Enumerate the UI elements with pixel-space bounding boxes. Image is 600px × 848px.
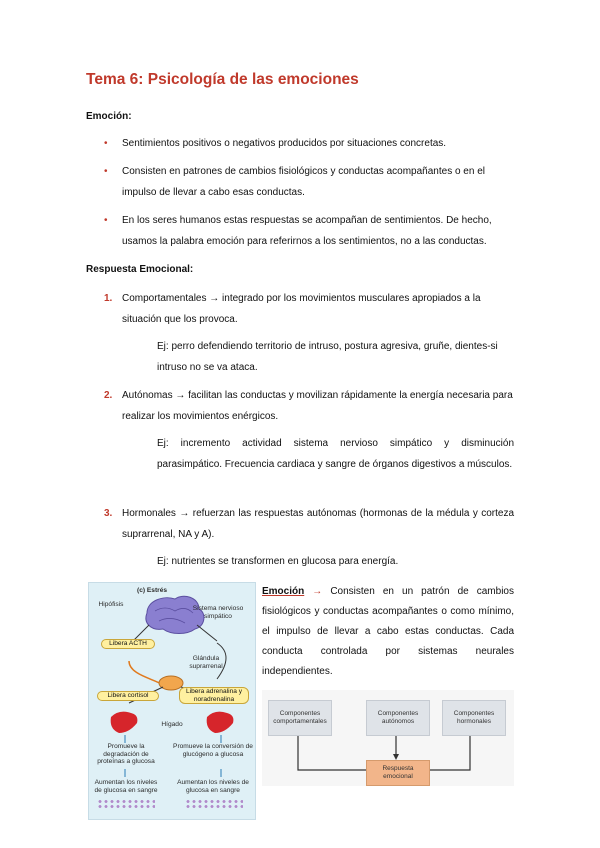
section-heading-emocion: Emoción: (86, 111, 132, 122)
figure-label: (c) Estrés (137, 587, 168, 594)
list-number: 2. (104, 390, 113, 401)
bullet-icon: • (104, 138, 108, 149)
comp-comportamentales: Componentes comportamentales (268, 700, 332, 736)
list-item: Sentimientos positivos o negativos producidos por situaciones concretas. (122, 138, 447, 149)
list-item (122, 385, 514, 427)
glandula-label: Glándula suprarrenal (189, 655, 223, 670)
promueve-label: Promueve la degradación de proteínas a glucosa (97, 743, 155, 765)
components-figure (262, 690, 514, 786)
arrow-icon: → (175, 390, 186, 401)
acth-box: Libera ACTH (101, 639, 155, 649)
liver-icon (207, 712, 234, 733)
page-title: Tema 6: Psicología de las emociones (86, 71, 359, 88)
bullet-icon: • (104, 166, 108, 177)
aumentan-label: Aumentan los niveles de glucosa en sangre (94, 779, 158, 794)
cortisol-box: Libera cortisol (97, 691, 159, 701)
list-number: 3. (104, 508, 113, 519)
higado-label: Hígado (161, 721, 183, 728)
comp-autonomos: Componentes autónomos (366, 700, 430, 736)
example-text: Ej: nutrientes se transformen en glucosa para energía. (157, 556, 399, 567)
item-text: refuerzan las respuestas autónomas (hormonas de la médula y corteza suprarrenal, NA y A). (122, 508, 515, 540)
example-text: Ej: incremento actividad sistema nervioso simpático y disminución parasimpático. Frecuencia cardiaca y sangre de órganos digestivos a músculos. (157, 438, 514, 470)
arrow-icon: → (179, 508, 190, 519)
list-item (122, 288, 514, 330)
aumentan-label: Aumentan los niveles de glucosa en sangre (177, 779, 249, 794)
sistema-label: Sistema nervioso simpático (192, 605, 244, 620)
promueve-label: Promueve la conversión de glucógeno a glucosa (173, 743, 253, 758)
emotion-note (262, 582, 514, 682)
comp-hormonales: Componentes hormonales (442, 700, 506, 736)
item-term: Comportamentales (122, 293, 207, 304)
glucose-dots (185, 799, 243, 809)
arrow-icon: → (312, 586, 323, 597)
respuesta-emocional-box: Respuesta emocional (366, 760, 430, 786)
example-text: Ej: perro defendiendo territorio de intruso, postura agresiva, gruñe, dientes-si intruso no se va ataca. (157, 341, 498, 373)
item-text: facilitan las conductas y movilizan rápidamente la energía necesaria para realizar los movimientos enérgicos. (122, 390, 513, 422)
item-term: Hormonales (122, 508, 176, 519)
emotion-text: Consisten en un patrón de cambios fisiológicos y conductas acompañantes o como mínimo, el impulso de llevar a cabo estas conductas. Cada conducta controlada por sistemas neurales independientes. (262, 586, 514, 677)
arrow-icon: → (209, 293, 220, 304)
item-text: integrado por los movimientos musculares apropiados a la situación que los provoca. (122, 293, 481, 325)
emotion-term: Emoción (262, 586, 305, 597)
hipofisis-label: Hipófisis (98, 601, 124, 608)
adrenalina-box: Libera adrenalina y noradrenalina (179, 687, 249, 704)
adrenal-gland-icon (159, 676, 183, 690)
item-term: Autónomas (122, 390, 173, 401)
stress-figure (88, 582, 256, 820)
section-heading-respuesta: Respuesta Emocional: (86, 264, 194, 275)
bullet-icon: • (104, 215, 108, 226)
list-item: Consisten en patrones de cambios fisiológicos y conductas acompañantes o en el impulso de llevar a cabo esas conductas. (122, 166, 485, 198)
list-number: 1. (104, 293, 113, 304)
list-item: En los seres humanos estas respuestas se acompañan de sentimientos. De hecho, usamos la palabra emoción para referirnos a los sentimientos, no a las conductas. (122, 215, 492, 247)
glucose-dots (97, 799, 155, 809)
liver-icon (111, 712, 138, 733)
list-item (122, 503, 514, 545)
